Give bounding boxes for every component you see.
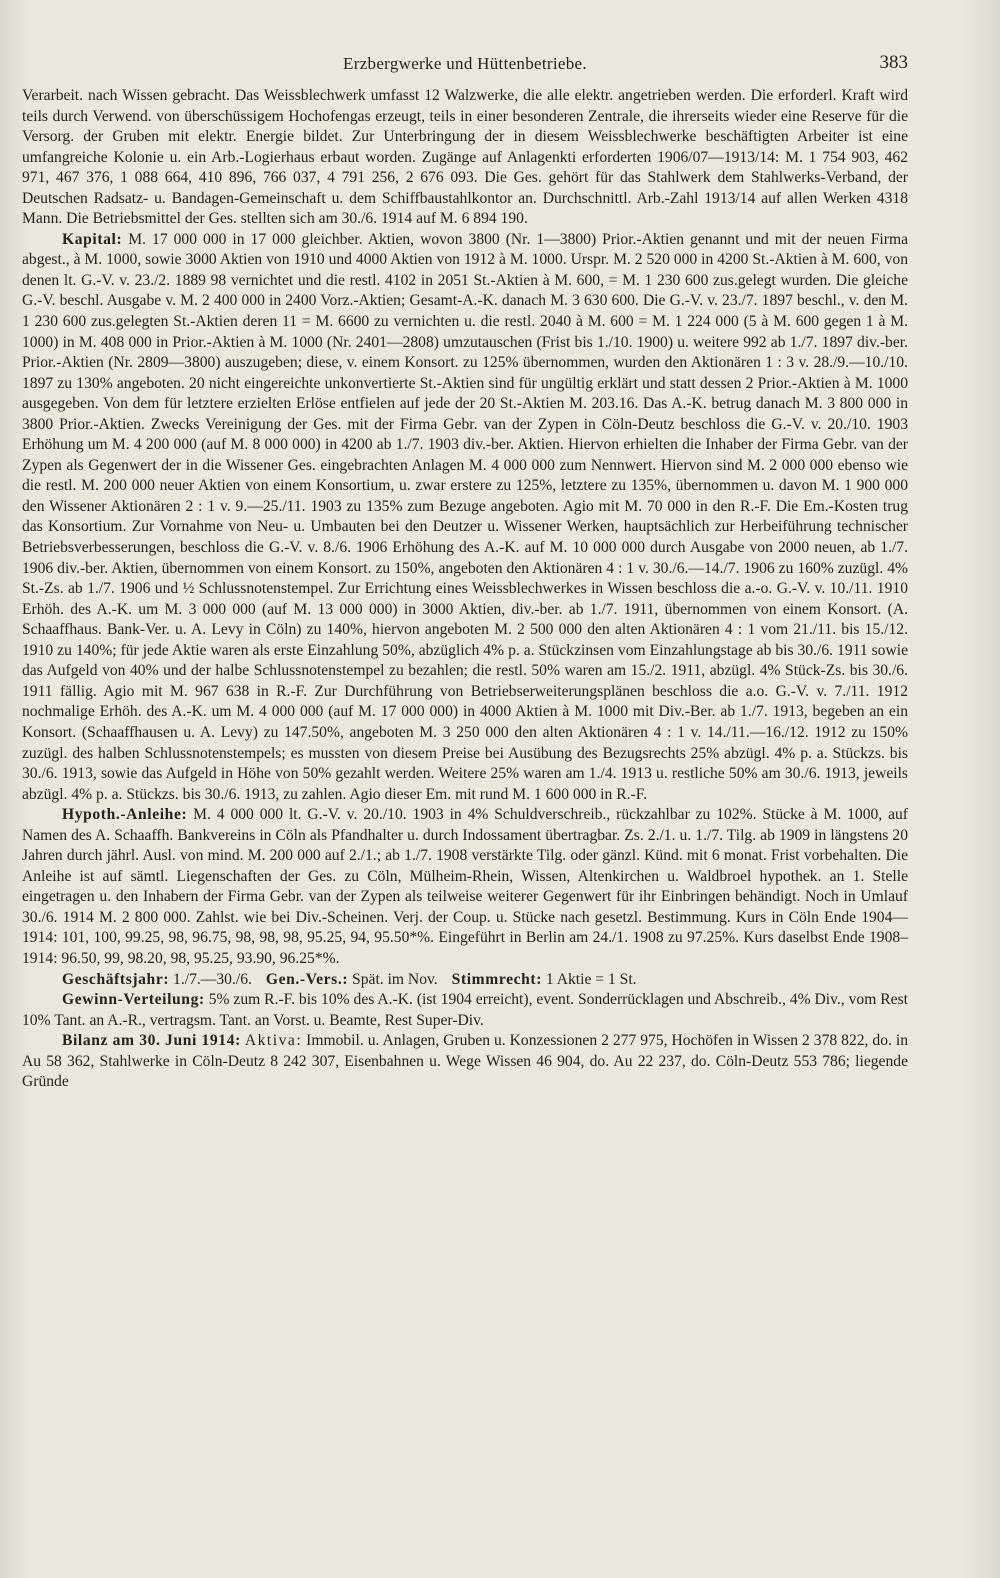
running-head bbox=[22, 46, 908, 86]
section-label-stimmrecht: Stimmrecht: bbox=[451, 970, 542, 988]
section-text-genvers: Spät. im Nov. bbox=[352, 970, 438, 988]
section-text-stimmrecht: 1 Aktie = 1 St. bbox=[545, 970, 637, 988]
section-text-hypothek: M. 4 000 000 lt. G.-V. v. 20./10. 1903 in 4% Schuldverschreib., rückzahlbar zu 102%. Stücke à M. 1000, auf Namen des A. Schaaffh. Bankvereins in Cöln als Pfandhalter u. durch Indossament übertragbar. Zs. 2./1. u. 1./7. Tilg. ab 1909 in längstens 20 Jahren durch jährl. Ausl. von mind. M. 200 000 auf 2./1.; ab 1./7. 1908 verstärkte Tilg. oder gänzl. Künd. mit 6 monat. Frist vorbehalten. Die Anleihe ist auf sämtl. Liegenschaften der Ges. zu Cöln, Mülheim-Rhein, Wissen, Altenkirchen u. Waldbroel hypothek. an 1. Stelle eingetragen u. den Inhabern der Firma Gebr. van der Zypen als teilweise weiterer Gegenwert für ihr Einbringen behändigt. Noch in Umlauf 30./6. 1914 M. 2 800 000. Zahlst. wie bei Div.-Scheinen. Verj. der Coup. u. Stücke nach gesetzl. Bestimmung. Kurs in Cöln Ende 1904—1914: 101, 100, 99.25, 98, 96.75, 98, 98, 98, 95.25, 94, 95.50*%. Eingeführt in Berlin am 24./1. 1908 zu 97.25%. Kurs daselbst Ende 1908–1914: 96.50, 99, 98.20, 98, 95.25, 93.90, 96.25*%. bbox=[22, 806, 908, 967]
paragraph-kapital bbox=[22, 230, 908, 805]
section-text-gewinn: 5% zum R.-F. bis 10% des A.-K. (ist 1904 erreicht), event. Sonderrücklagen und Abschreib., 4% Div., vom Rest 10% Tant. an A.-R., vertragsm. Tant. an Vorst. u. Beamte, Rest Super-Div. bbox=[22, 991, 908, 1029]
bilanz-aktiva-label: Aktiva: bbox=[244, 1032, 303, 1050]
section-label-bilanz: Bilanz am 30. Juni 1914: bbox=[62, 1032, 241, 1050]
paragraph-geschaeftsjahr bbox=[22, 970, 908, 991]
section-label-gewinn: Gewinn-Verteilung: bbox=[62, 991, 205, 1009]
section-label-hypothek: Hypoth.-Anleihe: bbox=[62, 806, 188, 824]
page-number: 383 bbox=[879, 52, 908, 73]
section-text-geschaeftsjahr: 1./7.—30./6. bbox=[173, 970, 252, 988]
section-label-genvers: Gen.-Vers.: bbox=[265, 970, 349, 988]
section-label-kapital: Kapital: bbox=[62, 230, 123, 248]
paragraph-hypothek bbox=[22, 805, 908, 969]
running-title: Erzbergwerke und Hüttenbetriebe. bbox=[343, 54, 587, 73]
paragraph-werke: Verarbeit. nach Wissen gebracht. Das Weissblechwerk umfasst 12 Walzwerke, die alle elektr. angetrieben werden. Die erforderl. Kraft wird teils durch Verwend. von überschüssigem Hochofengas erzeugt, teils in einer besonderen Zentrale, die ihrerseits wieder eine Reserve für die Versorg. der Gruben mit elektr. Energie bildet. Zur Unterbringung der in diesem Weissblechwerke beschäftigten Arbeiter ist eine umfangreiche Kolonie u. ein Arb.-Logierhaus erbaut worden. Zugänge auf Anlagenkti erforderten 1906/07—1913/14: M. 1 754 903, 462 971, 467 376, 1 088 664, 410 896, 766 037, 4 791 256, 2 676 093. Die Ges. gehört für das Stahlwerk dem Stahlwerks-Verband, der Deutschen Radsatz- u. Bandagen-Gemeinschaft u. dem Schiffbaustahlkontor an. Durchschnittl. Arb.-Zahl 1913/14 auf allen Werken 4318 Mann. Die Betriebsmittel der Ges. stellten sich am 30./6. 1914 auf M. 6 894 190. bbox=[22, 87, 908, 228]
section-text-bilanz: Immobil. u. Anlagen, Gruben u. Konzessionen 2 277 975, Hochöfen in Wissen 2 378 822, do. in Au 58 362, Stahlwerke in Cöln-Deutz 8 242 307, Eisenbahnen u. Wege Wissen 46 904, do. Au 22 237, do. Cöln-Deutz 553 786; liegende Gründe bbox=[22, 1032, 909, 1091]
body-text bbox=[22, 86, 908, 1093]
paragraph-gewinn bbox=[22, 990, 908, 1031]
paragraph-bilanz bbox=[22, 1031, 908, 1093]
section-text-kapital: M. 17 000 000 in 17 000 gleichber. Aktien, wovon 3800 (Nr. 1—3800) Prior.-Aktien genannt und mit der neuen Firma abgest., à M. 1000, sowie 3000 Aktien von 1910 und 4000 Aktien von 1912 à M. 1000. Urspr. M. 2 520 000 in 4200 St.-Aktien à M. 600, von denen lt. G.-V. v. 23./2. 1889 98 vernichtet und die restl. 4102 in 2051 St.-Aktien à M. 600, = M. 1 230 600 zus.gelegt wurden. Die gleiche G.-V. beschl. Ausgabe v. M. 2 400 000 in 2400 Vorz.-Aktien; Gesamt-A.-K. danach M. 3 630 600. Die G.-V. v. 23./7. 1897 beschl., v. den M. 1 230 600 zus.gelegten St.-Aktien deren 11 = M. 6600 zu vernichten u. die restl. 2040 à M. 600 = M. 1 224 000 (5 à M. 600 gegen 1 à M. 1000) in M. 408 000 in Prior.-Aktien à M. 1000 (Nr. 2401—2808) umzutauschen (Frist bis 1./10. 1900) u. weitere 992 ab 1./7. 1897 div.-ber. Prior.-Aktien (Nr. 2809—3800) auszugeben; diese, v. einem Konsort. zu 125% übernommen, wurden den Aktionären 1 : 3 v. 28./9.—10./10. 1897 zu 130% angeboten. 20 nicht eingereichte unkonvertierte St.-Aktien sind für ungültig erklärt und statt dessen 2 Prior.-Aktien à M. 1000 ausgegeben. Von dem für letztere erzielten Erlöse entfielen auf jede der 20 St.-Aktien M. 203.16. Das A.-K. betrug danach M. 3 800 000 in 3800 Prior.-Aktien. Zwecks Vereinigung der Ges. mit der Firma Gebr. van der Zypen in Cöln-Deutz beschloss die G.-V. v. 20./10. 1903 Erhöhung um M. 4 200 000 (auf M. 8 000 000) in 4200 ab 1./7. 1903 div.-ber. Aktien. Hiervon erhielten die Inhaber der Firma Gebr. van der Zypen als Gegenwert der in die Wissener Ges. eingebrachten Anlagen M. 4 000 000 zum Nennwert. Hiervon sind M. 2 000 000 ebenso wie die restl. M. 200 000 neuer Aktien von einem Konsortium, u. zwar erstere zu 125%, letztere zu 135%, übernommen u. davon M. 1 900 000 den Wissener Aktionären 2 : 1 v. 9.—25./11. 1903 zu 135% zum Bezuge angeboten. Agio mit M. 70 000 in den R.-F. Die Em.-Kosten trug das Konsortium. Zur Vornahme von Neu- u. Umbauten bei den Deutzer u. Wissener Werken, hauptsächlich zur Herbeiführung technischer Betriebsverbesserungen, beschloss die G.-V. v. 8./6. 1906 Erhöhung des A.-K. auf M. 10 000 000 durch Ausgabe von 2000 neuen, ab 1./7. 1906 div.-ber. Aktien, übernommen von einem Konsort. zu 150%, angeboten den Aktionären 4 : 1 v. 30./6.—14./7. 1906 zu 160% zuzügl. 4% St.-Zs. ab 1./7. 1906 und ½ Schlussnotenstempel. Zur Errichtung eines Weissblechwerkes in Wissen beschloss die a.-o. G.-V. v. 10./11. 1910 Erhöh. des A.-K. um M. 3 000 000 (auf M. 13 000 000) in 3000 Aktien, div.-ber. ab 1./7. 1911, übernommen von einem Konsort. (A. Schaaffhaus. Bank-Ver. u. A. Levy in Cöln) zu 140%, hiervon angeboten M. 2 500 000 den alten Aktionären 4 : 1 vom 21./11. bis 15./12. 1910 zu 140%; für jede Aktie waren als erste Einzahlung 50%, abzüglich 4% p. a. Stückzinsen vom Einzahlungstage ab bis 30./6. 1911 sowie das Aufgeld von 40% und der halbe Schlussnotenstempel zu bezahlen; die restl. 50% waren am 15./2. 1911, abzügl. 4% Stück-Zs. bis 30./6. 1911 fällig. Agio mit M. 967 638 in R.-F. Zur Durchführung von Betriebserweiterungsplänen beschloss die a.o. G.-V. v. 7./11. 1912 nochmalige Erhöh. des A.-K. um M. 4 000 000 (auf M. 17 000 000) in 4000 Aktien à M. 1000 mit Div.-Ber. ab 1./7. 1913, begeben an ein Konsort. (Schaaffhausen u. A. Levy) zu 147.50%, angeboten M. 3 250 000 den alten Aktionären 4 : 1 v. 14./11.—16./12. 1912 zu 150% zuzügl. des halben Schlussnotenstempels; es mussten von diesem Preise bei Ausübung des Bezugsrechts 25% abzügl. 4% p. a. Stückzs. bis 30./6. 1913, sowie das Aufgeld in Höhe von 50% gezahlt werden. Weitere 25% waren am 1./4. 1913 u. restliche 50% am 30./6. 1913, jeweils abzügl. 4% p. a. Stückzs. bis 30./6. 1913, zu zahlen. Agio dieser Em. mit rund M. 1 600 000 in R.-F. bbox=[22, 230, 908, 803]
section-label-geschaeftsjahr: Geschäftsjahr: bbox=[62, 970, 170, 988]
